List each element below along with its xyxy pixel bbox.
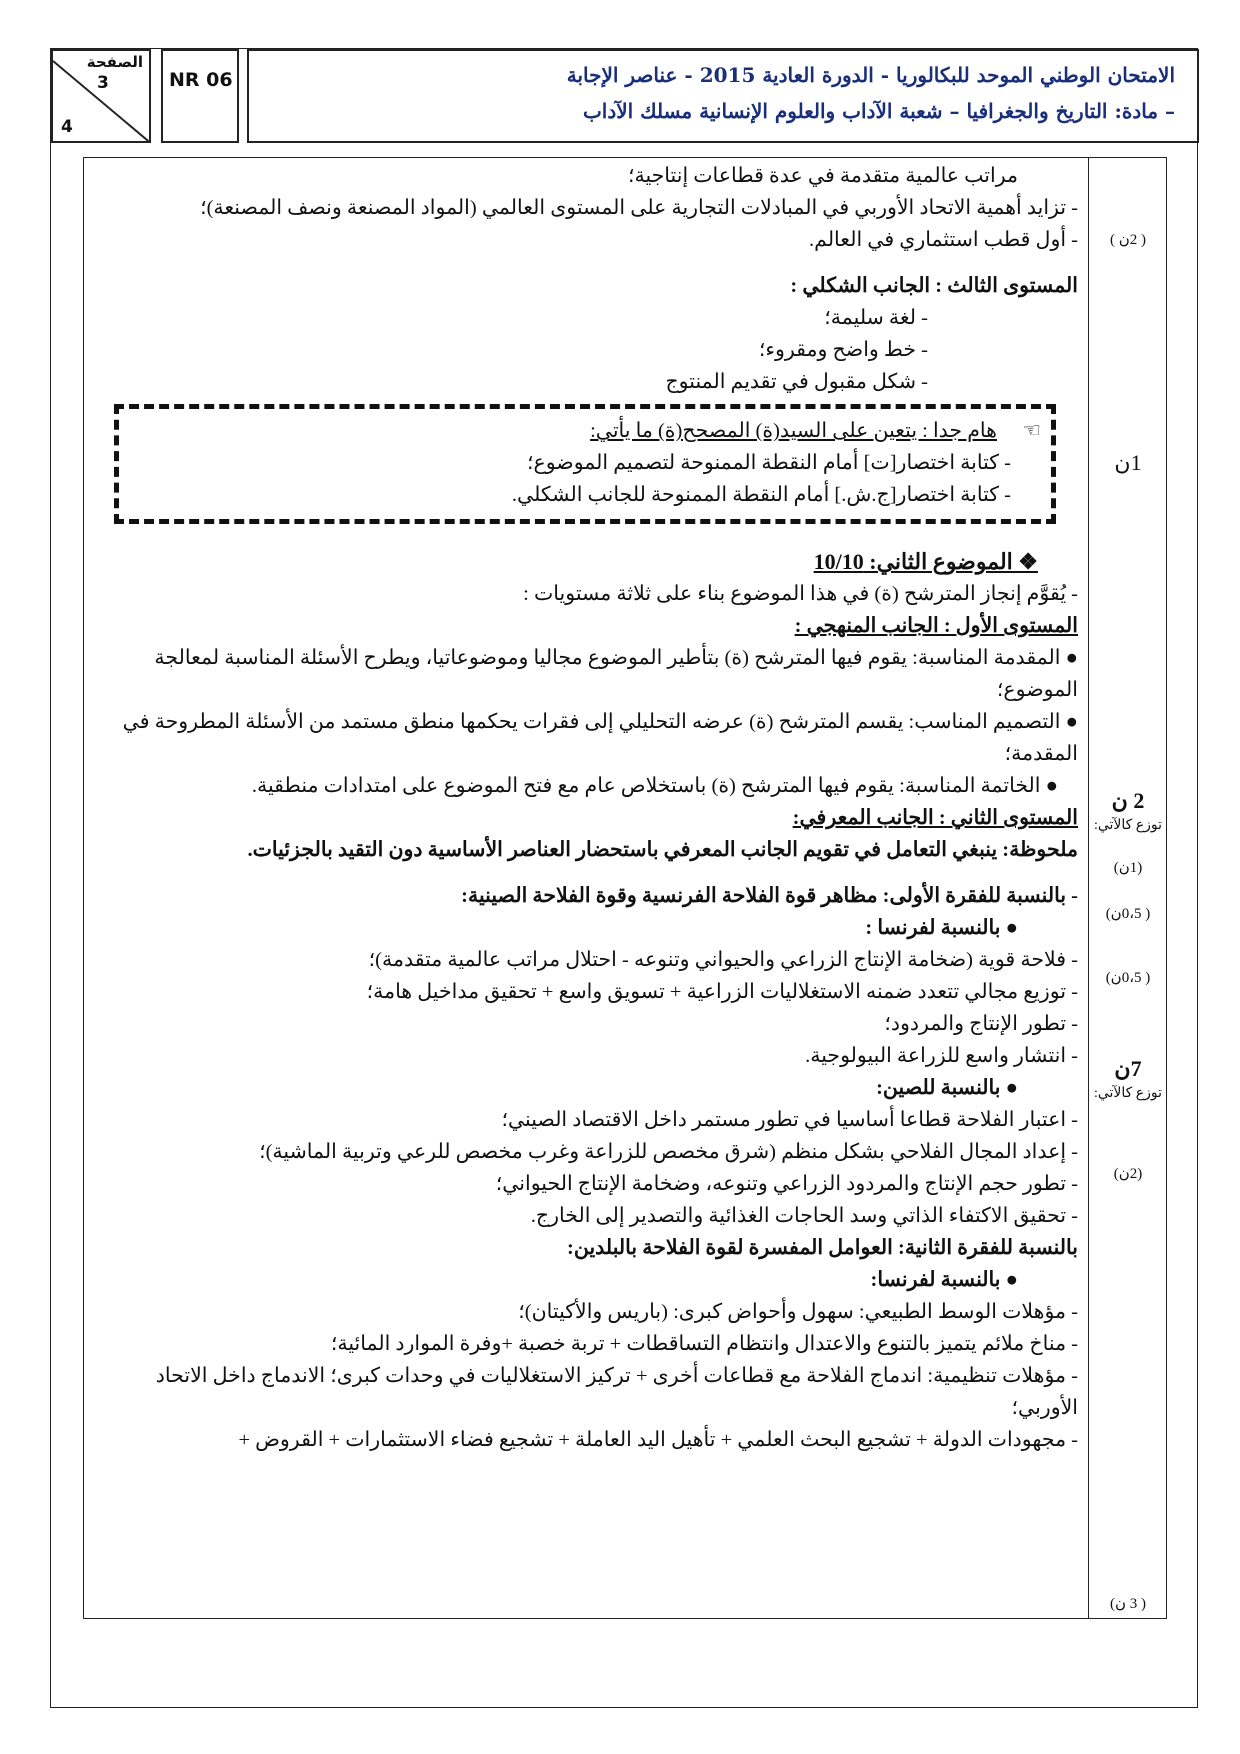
- mark: 7ن: [1114, 1056, 1142, 1081]
- paragraph2-title: بالنسبة للفقرة الثانية: العوامل المفسرة لقوة الفلاحة بالبلدين:: [567, 1237, 1078, 1259]
- list-item: ● التصميم المناسب: يقسم المترشح (ة) عرضه التحليلي إلى فقرات يحكمها منطق مستمد من الأسئلة المطروحة في المقدمة؛: [122, 711, 1078, 765]
- list-item: - تحقيق الاكتفاء الذاتي وسد الحاجات الغذائية والتصدير إلى الخارج.: [530, 1205, 1078, 1227]
- page-frame: [50, 48, 1198, 1708]
- mark-note: توزع كالآتي:: [1093, 1086, 1163, 1101]
- level3-title: المستوى الثالث : الجانب الشكلي :: [790, 275, 1078, 297]
- answer-text-column: [94, 160, 1078, 1456]
- level1-title: المستوى الأول : الجانب المنهجي :: [794, 615, 1078, 637]
- list-item: - خط واضح ومقروء؛: [758, 339, 928, 361]
- subject2-intro: - يُقوَّم إنجاز المترشح (ة) في هذا الموضوع بناء على ثلاثة مستويات :: [523, 583, 1078, 605]
- list-item: - كتابة اختصار[ج.ش.] أمام النقطة الممنوحة للجانب الشكلي.: [511, 484, 1011, 506]
- list-item: - فلاحة قوية (ضخامة الإنتاج الزراعي والحيواني وتنوعه - احتلال مراتب عالمية متقدمة)؛: [368, 949, 1078, 971]
- list-item: - مناخ ملائم يتميز بالتنوع والاعتدال وانتظام التساقطات + تربة خصبة +وفرة الموارد المائية؛: [330, 1333, 1078, 1355]
- list-item: - مجهودات الدولة + تشجيع البحث العلمي + تأهيل اليد العاملة + تشجيع فضاء الاستثمارات + القروض +: [238, 1429, 1078, 1451]
- mark: ( 0،5ن): [1105, 970, 1151, 986]
- marks-column: [1088, 158, 1168, 1618]
- china-title: ● بالنسبة للصين:: [876, 1077, 1018, 1099]
- text-line: - تزايد أهمية الاتحاد الأوربي في المبادلات التجارية على المستوى العالمي (المواد المصنعة ونصف المصنعة)؛: [200, 197, 1078, 219]
- text-line: - أول قطب استثماري في العالم.: [809, 229, 1078, 251]
- important-title: هام جدا : يتعين على السيد(ة) المصحح(ة) ما يأتي:: [590, 420, 997, 442]
- france-title: ● بالنسبة لفرنسا :: [865, 917, 1018, 939]
- list-item: - تطور الإنتاج والمردود؛: [884, 1013, 1078, 1035]
- header: [51, 49, 1197, 149]
- list-item: - مؤهلات تنظيمية: اندماج الفلاحة مع قطاعات أخرى + تركيز الاستغلاليات في وحدات كبرى؛ الاندماج داخل الاتحاد الأوربي؛: [155, 1365, 1078, 1419]
- exam-title-box: [247, 49, 1199, 143]
- list-item: - اعتبار الفلاحة قطاعا أساسيا في تطور مستمر داخل الاقتصاد الصيني؛: [501, 1109, 1078, 1131]
- list-item: - لغة سليمة؛: [824, 307, 928, 329]
- answer-table: [83, 157, 1167, 1619]
- hand-pointer-icon: ☜: [1022, 420, 1041, 442]
- important-note-box: [114, 404, 1056, 524]
- list-item: - مؤهلات الوسط الطبيعي: سهول وأحواض كبرى: (باريس والأكيتان)؛: [518, 1301, 1078, 1323]
- mark: ( 2ن ): [1109, 232, 1146, 248]
- exam-title-line2: – مادة: التاريخ والجغرافيا – شعبة الآداب والعلوم الإنسانية مسلك الآداب: [582, 99, 1175, 123]
- mark: 2 ن: [1111, 788, 1145, 813]
- mark-note: توزع كالآتي:: [1093, 818, 1163, 833]
- list-item: - كتابة اختصار[ت] أمام النقطة الممنوحة لتصميم الموضوع؛: [526, 452, 1011, 474]
- note: ملحوظة: ينبغي التعامل في تقويم الجانب المعرفي باستحضار العناصر الأساسية دون التقيد بالجزئيات.: [247, 839, 1078, 861]
- list-item: ● الخاتمة المناسبة: يقوم فيها المترشح (ة) باستخلاص عام مع فتح الموضوع على امتدادات منطقية.: [251, 775, 1058, 797]
- mark: (1ن): [1113, 860, 1143, 876]
- paragraph1-title: - بالنسبة للفقرة الأولى: مظاهر قوة الفلاحة الفرنسية وقوة الفلاحة الصينية:: [461, 885, 1078, 907]
- page-total: 4: [61, 117, 73, 137]
- page-number-box: [51, 49, 151, 143]
- list-item: - تطور حجم الإنتاج والمردود الزراعي وتنوعه، وضخامة الإنتاج الحيواني؛: [495, 1173, 1078, 1195]
- mark: 1ن: [1114, 450, 1142, 475]
- list-item: - إعداد المجال الفلاحي بشكل منظم (شرق مخصص للزراعة وغرب مخصص للرعي وتربية الماشية)؛: [259, 1141, 1078, 1163]
- text-line: مراتب عالمية متقدمة في عدة قطاعات إنتاجية؛: [627, 165, 1018, 187]
- mark: (2ن): [1113, 1166, 1143, 1182]
- page-current: 3: [97, 73, 109, 93]
- list-item: - شكل مقبول في تقديم المنتوج: [665, 371, 928, 393]
- list-item: - توزيع مجالي تتعدد ضمنه الاستغلاليات الزراعية + تسويق واسع + تحقيق مداخيل هامة؛: [366, 981, 1078, 1003]
- level2-title: المستوى الثاني : الجانب المعرفي:: [792, 807, 1078, 829]
- page-label: الصفحة: [86, 53, 143, 71]
- exam-title-line1: الامتحان الوطني الموحد للبكالوريا - الدورة العادية 2015 - عناصر الإجابة: [566, 63, 1175, 87]
- mark: ( 0،5ن): [1105, 906, 1151, 922]
- france2-title: ● بالنسبة لفرنسا:: [870, 1269, 1018, 1291]
- subject2-title: ❖ الموضوع الثاني: 10/10: [813, 549, 1038, 574]
- mark: ( 3 ن): [1109, 1596, 1146, 1612]
- list-item: - انتشار واسع للزراعة البيولوجية.: [805, 1045, 1078, 1067]
- exam-code: NR 06: [161, 49, 239, 143]
- list-item: ● المقدمة المناسبة: يقوم فيها المترشح (ة) بتأطير الموضوع مجاليا وموضوعاتيا، ويطرح الأسئلة المناسبة لمعالجة الموضوع؛: [154, 647, 1078, 701]
